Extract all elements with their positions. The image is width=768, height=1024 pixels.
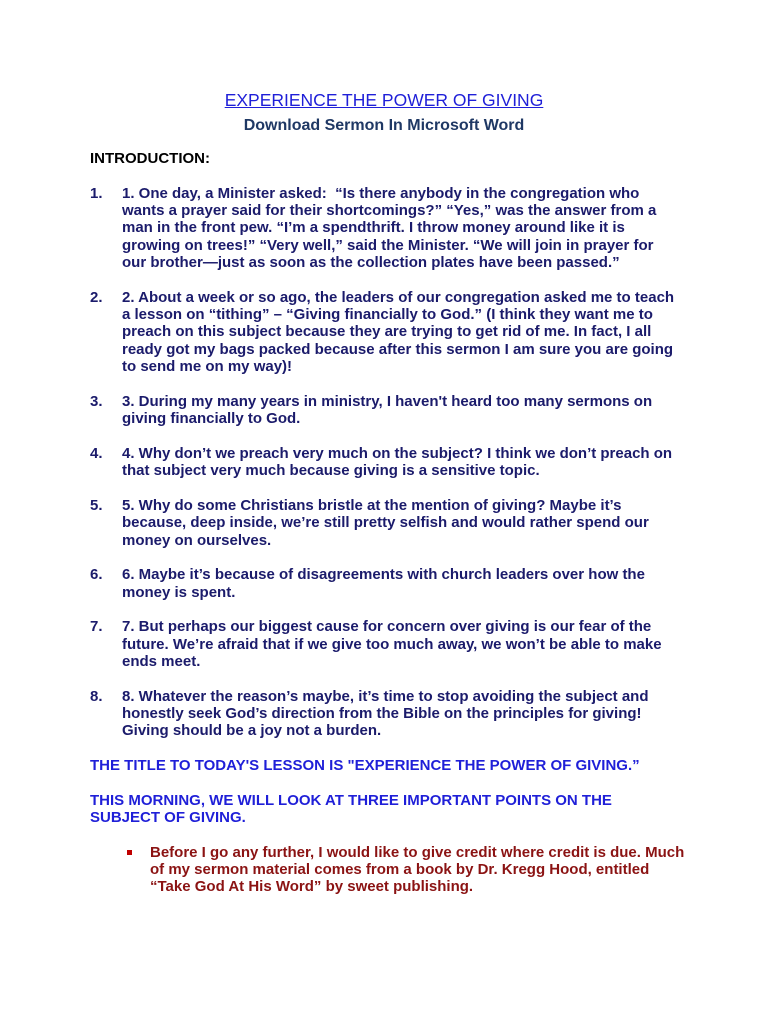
list-item-line: money on ourselves. [122,531,272,549]
points-intro [90,792,690,827]
list-item-line: ends meet. [122,652,201,670]
list-item-line: 5. Why do some Christians bristle at the mention of giving? Maybe it’s [122,496,622,514]
list-item [90,497,690,549]
document-body [90,150,690,913]
list-item-line: 8. Whatever the reason’s maybe, it’s time to stop avoiding the subject and [122,687,649,705]
points-intro-line: SUBJECT OF GIVING. [90,809,246,827]
bullet-line: “Take God At His Word” by sweet publishing. [150,878,474,896]
list-item-line: a lesson on “tithing” – “Giving financially to God.” (I think they want me to [122,306,653,324]
list-item-line: wants a prayer said for their shortcomings?” “Yes,” was the answer from a [122,202,657,220]
list-item-line: that subject very much because giving is a sensitive topic. [122,462,540,480]
list-item-number: 5. [90,496,103,514]
square-bullet-icon [127,850,132,855]
list-item [90,289,690,376]
list-item [90,688,690,740]
document-title [0,90,768,110]
list-item-line: 1. One day, a Minister asked: “Is there anybody in the congregation who [122,184,640,202]
list-item-line: 7. But perhaps our biggest cause for concern over giving is our fear of the [122,618,652,636]
list-item-line: Giving should be a joy not a burden. [122,722,382,740]
list-item [90,445,690,480]
list-item-number: 2. [90,288,103,306]
list-item-line: growing on trees!” “Very well,” said the Minister. “We will join in prayer for [122,236,654,254]
list-item-line: because, deep inside, we’re still pretty selfish and would rather spend our [122,514,649,532]
list-item [90,566,690,601]
list-item-line: 6. Maybe it’s because of disagreements with church leaders over how the [122,566,645,584]
list-item-number: 7. [90,618,103,636]
document-subtitle: Download Sermon In Microsoft Word [243,117,525,134]
list-item-line: 3. During my many years in ministry, I haven't heard too many sermons on [122,392,653,410]
lesson-title-line: THE TITLE TO TODAY'S LESSON IS "EXPERIENCE THE POWER OF GIVING.” [90,757,640,775]
lesson-title-statement [90,757,690,774]
list-item-number: 3. [90,392,103,410]
list-item-line: honestly seek God’s direction from the Bible on the principles for giving! [122,705,642,722]
bullet-item-credit [90,844,690,896]
list-item-number: 8. [90,687,103,705]
list-item [90,393,690,428]
bullet-line: Before I go any further, I would like to give credit where credit is due. Much [150,843,685,861]
list-item-line: 2. About a week or so ago, the leaders of our congregation asked me to teach [122,288,675,306]
list-item-line: ready got my bags packed because after this sermon I am sure you are going [122,340,674,358]
list-item [90,618,690,670]
points-intro-line: THIS MORNING, WE WILL LOOK AT THREE IMPORTANT POINTS ON THE [90,791,612,809]
list-item-number: 4. [90,444,103,462]
list-item-number: 6. [90,566,103,584]
list-item-line: preach on this subject because they are trying to get rid of me. In fact, I all [122,323,652,341]
list-item-number: 1. [90,184,103,202]
bullet-line: of my sermon material comes from a book by Dr. Kregg Hood, entitled [150,861,650,879]
list-item-line: 4. Why don’t we preach very much on the subject? I think we don’t preach on [122,444,673,462]
list-item-line: future. We’re afraid that if we give too much away, we won’t be able to make [122,635,662,653]
list-item-line: to send me on my way)! [122,358,293,376]
list-item-line: money is spent. [122,583,236,601]
document-title-link[interactable]: EXPERIENCE THE POWER OF GIVING [224,90,544,110]
list-item [90,185,690,272]
introduction-heading: INTRODUCTION: [90,150,210,167]
list-item-line: our brother—just as soon as the collection plates have been passed.” [122,254,620,272]
list-item-line: giving financially to God. [122,410,301,428]
list-item-line: man in the front pew. “I’m a spendthrift. I throw money around like it is [122,219,625,237]
